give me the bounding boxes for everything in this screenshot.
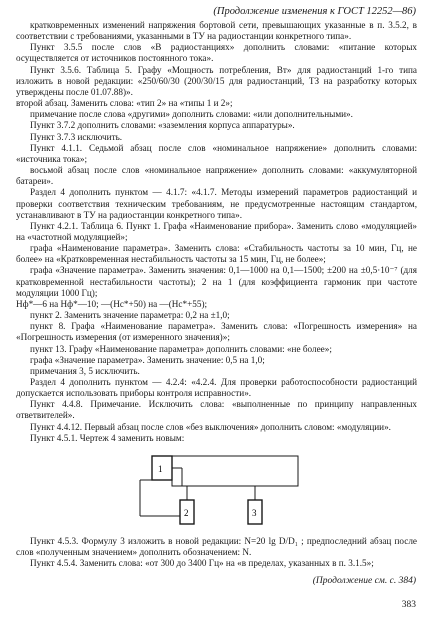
running-header: (Продолжение изменения к ГОСТ 12252—86) [213, 6, 416, 17]
paragraph: Пункт 3.5.5 после слов «В радиостанциях» дополнить словами: «питание которых осуществляется от источников постоянного тока». [16, 42, 417, 64]
paragraph: восьмой абзац после слов «номинальное напряжение» дополнить словами: «аккумуляторной батареи». [16, 165, 417, 187]
paragraph: Раздел 4 дополнить пунктом — 4.2.4: «4.2.4. Для проверки работоспособности радиостанций допускается использовать приборы контроля исправности». [16, 377, 417, 399]
paragraph: Пункт 4.5.3. Формулу 3 изложить в новой редакции: N=20 lg D/D₁ ; предпоследний абзац после слов «полученным значением» дополнить обозначением: N. [16, 535, 417, 558]
paragraph: примечание после слова «другими» дополнить словами: «или дополнительными». [30, 109, 353, 120]
document-body [16, 20, 417, 569]
continued-note: (Продолжение см. с. 384) [312, 576, 416, 586]
block-label: 1 [158, 463, 163, 474]
paragraph: Пункт 3.7.2 дополнить словами: «заземления корпуса аппаратуры». [30, 120, 295, 131]
paragraph: графа «Значение параметра». Заменить значение: 0,5 на 1,0; [30, 354, 265, 365]
housing-frame [172, 456, 298, 486]
paragraph: Пункт 4.4.8. Примечание. Исключить слова: «выполненные по принципу направленных ответвителей». [16, 399, 417, 421]
drawing-4 [136, 450, 316, 528]
paragraph: Hф*—6 на Hф*—10; —(Hс*+50) на —(Hс*+55); [16, 298, 208, 309]
paragraph: Пункт 4.4.12. Первый абзац после слов «без выключения» дополнить словом: «модуляции». [30, 421, 391, 432]
paragraph: Раздел 4 дополнить пунктом — 4.1.7: «4.1.7. Методы измерений параметров радиостанций и проверки соответствия техническим требованиям, не предусмотренные настоящим стандартом, устанавливают в ТУ на радиостанции конкретного типа». [16, 187, 417, 220]
paragraph: пункт 13. Графу «Наименование параметра» дополнить словами: «не более»; [30, 343, 332, 354]
paragraph: Пункт 4.5.1. Чертеж 4 заменить новым: [30, 432, 185, 443]
paragraph-block [16, 20, 417, 444]
paragraph-block [16, 536, 417, 569]
paragraph: Пункт 4.2.1. Таблица 6. Пункт 1. Графа «Наименование прибора». Заменить слово «модуляцией» на «частотной модуляцией»; [16, 220, 417, 242]
paragraph: пункт 2. Заменить значение параметра: 0,2 на ±1,0; [30, 310, 230, 321]
paragraph: второй абзац. Заменить слова: «тип 2» на «типы 1 и 2»; [16, 98, 233, 109]
block-label: 3 [252, 507, 257, 518]
paragraph: Пункт 4.1.1. Седьмой абзац после слов «номинальное напряжение» дополнить словами: «источника тока»; [16, 142, 417, 164]
paragraph: примечания 3, 5 исключить. [30, 365, 140, 376]
paragraph: графа «Наименование параметра». Заменить слова: «Стабильность частоты за 10 мин, Гц, не более» на «Кратковременная нестабильность частоты за 15 мин, Гц, не более»; [16, 243, 417, 265]
paragraph: графа «Значение параметра». Заменить значения: 0,1—1000 на 0,1—1500; ±200 на ±0,5·10⁻⁷ (для кратковременной нестабильности частоты); 2 на 1 (для коэффициента гармоник при частоте модуляции 1000 Гц); [16, 265, 417, 298]
paragraph: пункт 8. Графа «Наименование параметра». Заменить слова: «Погрешность измерения» на «Погрешность измерения (от измеренного значения)»; [16, 321, 417, 343]
block-label: 2 [184, 507, 189, 518]
paragraph: кратковременных изменений напряжения бортовой сети, превышающих указанные в п. 3.5.2, в соответствии с требованиями, указанными в ТУ на радиостанции конкретного типа». [16, 20, 417, 42]
circuit-diagram [136, 450, 316, 528]
paragraph: Пункт 4.5.4. Заменить слова: «от 300 до 3400 Гц» на «в пределах, указанных в п. 3.1.5»; [30, 558, 374, 569]
page-number: 383 [401, 600, 416, 610]
paragraph: Пункт 3.5.6. Таблица 5. Графу «Мощность потребления, Вт» для радиостанций 1-го типа изложить в новой редакции: «250/60/30 (200/30/15 для радиостанций, ТЗ на разработку которых утверждены после 01.07.88)». [16, 64, 417, 97]
paragraph: Пункт 3.7.3 исключить. [30, 131, 123, 142]
